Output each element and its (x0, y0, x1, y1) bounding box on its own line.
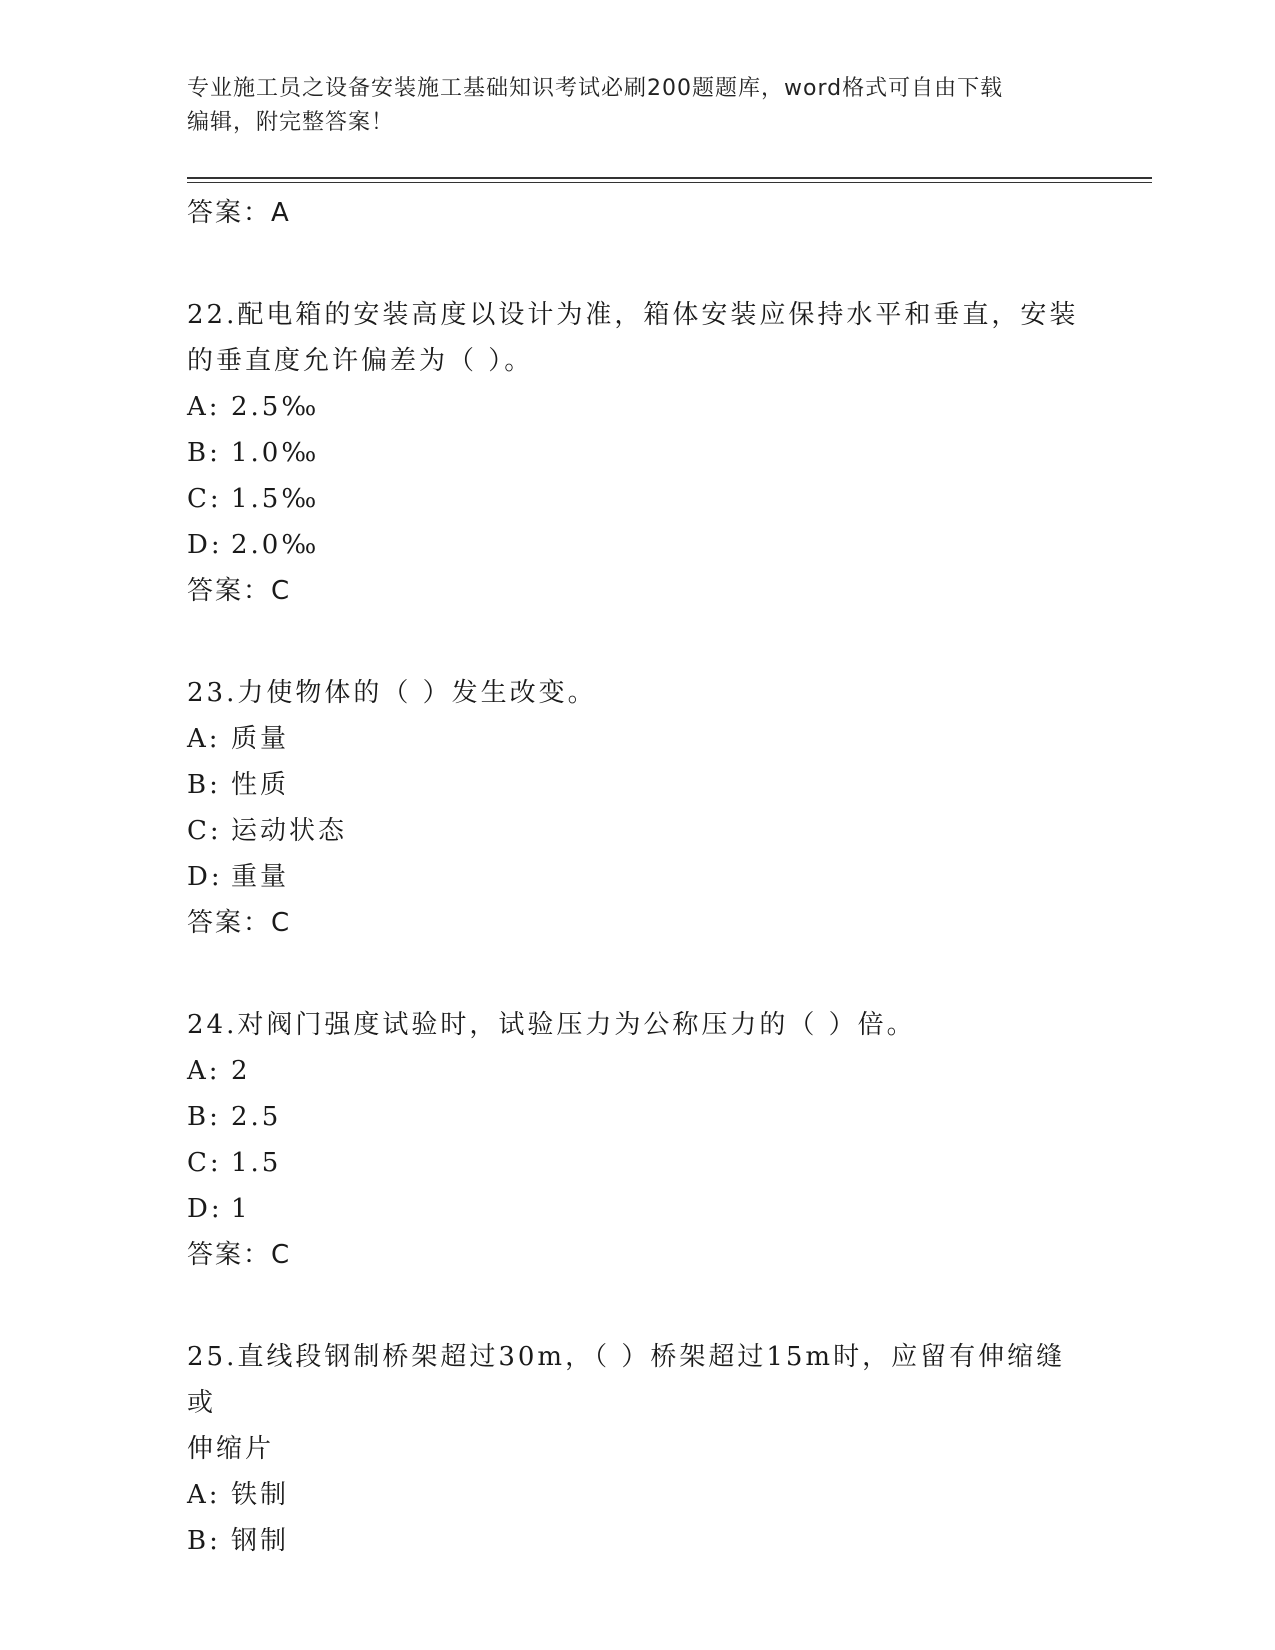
question-stem-line-2: 伸缩片 (187, 1434, 275, 1464)
option-text: 2.5 (231, 1102, 282, 1132)
option-key: B: (187, 1102, 221, 1132)
question-22 (187, 292, 1087, 614)
option-text: 1.5 (231, 1148, 282, 1178)
option-text: 钢制 (231, 1526, 290, 1556)
option-text: 2.0‰ (231, 530, 320, 560)
option-a (187, 1472, 1087, 1518)
option-d (187, 522, 1087, 568)
header-rule-thin (187, 182, 1152, 183)
option-key: A: (187, 1056, 221, 1086)
option-key: B: (187, 438, 221, 468)
option-text: 2.5‰ (231, 392, 320, 422)
option-text: 1.5‰ (231, 484, 320, 514)
option-b (187, 762, 1087, 808)
question-23 (187, 670, 1087, 946)
option-key: B: (187, 1526, 221, 1556)
option-c (187, 476, 1087, 522)
previous-answer: 答案：A (187, 198, 291, 228)
option-c (187, 808, 1087, 854)
option-key: C: (187, 484, 222, 514)
option-text: 1.0‰ (231, 438, 320, 468)
header-line-1: 专业施工员之设备安装施工基础知识考试必刷200题题库，word格式可自由下载 (187, 76, 1004, 101)
option-b (187, 1518, 1087, 1564)
option-d (187, 854, 1087, 900)
option-text: 重量 (231, 862, 290, 892)
option-text: 2 (231, 1056, 251, 1086)
question-stem-line-1: 24.对阀门强度试验时，试验压力为公称压力的（ ）倍。 (187, 1010, 916, 1040)
question-answer: 答案：C (187, 1240, 292, 1270)
document-header (187, 72, 1087, 140)
question-stem-line-2: 的垂直度允许偏差为（ ）。 (187, 346, 534, 376)
option-key: A: (187, 724, 221, 754)
question-25 (187, 1334, 1087, 1564)
option-text: 1 (231, 1194, 251, 1224)
option-c (187, 1140, 1087, 1186)
question-answer: 答案：C (187, 908, 292, 938)
question-stem-line-1: 25.直线段钢制桥架超过30m，（ ）桥架超过15m时，应留有伸缩缝或 (187, 1342, 1066, 1418)
option-d (187, 1186, 1087, 1232)
option-key: C: (187, 816, 222, 846)
question-stem-line-1: 22.配电箱的安装高度以设计为准，箱体安装应保持水平和垂直，安装 (187, 300, 1079, 330)
option-b (187, 430, 1087, 476)
option-a (187, 716, 1087, 762)
question-stem-line-1: 23.力使物体的（ ）发生改变。 (187, 678, 597, 708)
option-a (187, 1048, 1087, 1094)
option-a (187, 384, 1087, 430)
option-key: D: (187, 1194, 223, 1224)
option-key: D: (187, 530, 223, 560)
header-rule-thick (187, 177, 1152, 179)
header-line-2: 编辑，附完整答案！ (187, 110, 395, 135)
option-text: 性质 (231, 770, 290, 800)
document-body (187, 190, 1087, 1564)
option-key: D: (187, 862, 223, 892)
question-24 (187, 1002, 1087, 1278)
option-key: C: (187, 1148, 222, 1178)
option-key: B: (187, 770, 221, 800)
option-text: 质量 (231, 724, 290, 754)
option-key: A: (187, 1480, 221, 1510)
question-answer: 答案：C (187, 576, 292, 606)
option-text: 铁制 (231, 1480, 290, 1510)
option-key: A: (187, 392, 221, 422)
option-b (187, 1094, 1087, 1140)
option-text: 运动状态 (231, 816, 348, 846)
